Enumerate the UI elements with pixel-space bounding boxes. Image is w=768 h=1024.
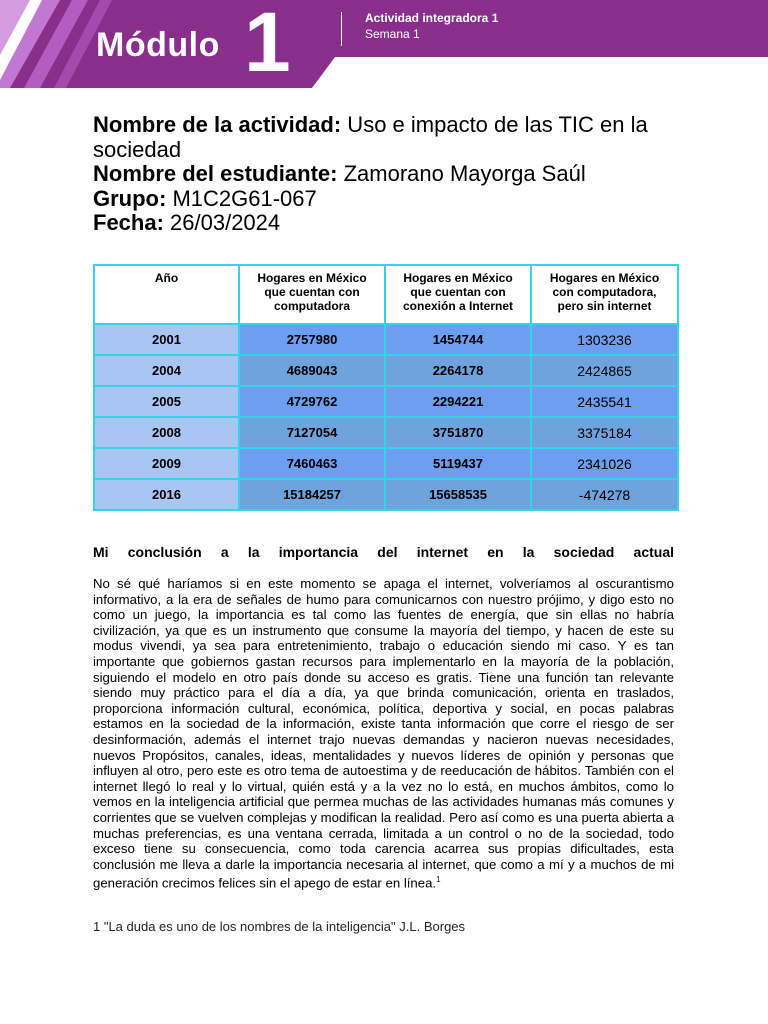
cell-year: 2005 xyxy=(94,386,239,417)
table-row xyxy=(94,479,678,510)
cell-computers: 7460463 xyxy=(239,448,385,479)
student-name-value: Zamorano Mayorga Saúl xyxy=(337,161,586,186)
cell-computers: 2757980 xyxy=(239,324,385,355)
cell-internet: 5119437 xyxy=(385,448,531,479)
cell-year: 2009 xyxy=(94,448,239,479)
header-year: Año xyxy=(94,265,239,324)
households-table xyxy=(93,264,679,511)
group-row xyxy=(93,187,693,212)
activity-name-value: Uso e impacto de las TIC en la sociedad xyxy=(93,112,648,162)
footnote-reference: 1 xyxy=(436,875,441,885)
cell-computers: 4729762 xyxy=(239,386,385,417)
cell-internet: 2264178 xyxy=(385,355,531,386)
student-name-row xyxy=(93,162,693,187)
conclusion-text: No sé qué haríamos si en este momento se apaga el internet, volveríamos al oscurantismo informativo, a la era de señales de humo para comunicarnos con nuestro prójimo, y digo esto no como un juego, la importancia es tal como las fuentes de energía, que sin ellas no habría civilización, ya que es un instrumento que consume la mayoría del tiempo, y hacen de este su modus vivendi, ya sea para entretenimiento, trabajo o educación siendo mi caso. Y es tan importante que gobiernos gastan recursos para implementarlo en la mayoría de la población, siguiendo el modelo en otro país donde su acceso es gratis. Tiene una función tan relevante siendo muy práctico para el día a día, ya que brinda comunicación, orienta en traslados, proporciona información cultural, económica, política, deportiva y social, en pocas palabras estamos en la sociedad de la información, existe tanta información que corre el riesgo de ser desinformación, además el internet trajo nuevas demandas y nacieron nuevas necesidades, nuevos Propósitos, canales, ideas, mentalidades y nuevos líderes de opinión y personas que influyen al otro, pero este es otro tema de autoestima y de reeducación de hábitos. También con el internet llegó lo real y lo virtual, quién está y a la vez no lo está, en muchos ámbitos, como lo vemos en la inteligencia artificial que permea muchas de las actividades humanas más comunes y corrientes que se vuelven complejas y modifican la realidad. Pero así como es una puerta abierta a muchas preferencias, es una ventana cerrada, limitada a un control o no de la sociedad, todo exceso tiene su consecuencia, como toda carencia acarrea sus propias dificultades, esta conclusión me lleva a darle la importancia necesaria al internet, que como a mí y a muchos de mi generación crecimos felices sin el apego de estar en línea. xyxy=(93,576,674,891)
date-value: 26/03/2024 xyxy=(163,210,281,235)
cell-year: 2001 xyxy=(94,324,239,355)
module-number: 1 xyxy=(244,0,291,89)
group-value: M1C2G61-067 xyxy=(166,185,317,211)
header-divider xyxy=(341,12,342,46)
date-row xyxy=(93,211,693,236)
cell-internet: 1454744 xyxy=(385,324,531,355)
cell-computers: 4689043 xyxy=(239,355,385,386)
cell-no-internet: 2424865 xyxy=(531,355,678,386)
header-computers: Hogares en México que cuentan con computadora xyxy=(239,265,385,324)
group-label: Grupo: xyxy=(93,185,167,211)
cell-no-internet: 3375184 xyxy=(531,417,678,448)
cell-no-internet: 2435541 xyxy=(531,386,678,417)
activity-title: Actividad integradora 1 xyxy=(365,11,499,25)
cell-computers: 7127054 xyxy=(239,417,385,448)
cell-internet: 15658535 xyxy=(385,479,531,510)
header-banner xyxy=(0,0,768,90)
cell-internet: 3751870 xyxy=(385,417,531,448)
table-header-row xyxy=(94,265,678,324)
activity-name-label: Nombre de la actividad: xyxy=(93,112,342,137)
week-label: Semana 1 xyxy=(365,27,420,41)
table-row xyxy=(94,324,678,355)
cell-no-internet: -474278 xyxy=(531,479,678,510)
table-row xyxy=(94,417,678,448)
activity-info xyxy=(93,113,693,236)
footnote: 1 "La duda es uno de los nombres de la inteligencia" J.L. Borges xyxy=(93,919,466,934)
cell-no-internet: 2341026 xyxy=(531,448,678,479)
date-label: Fecha: xyxy=(93,210,164,235)
table-row xyxy=(94,386,678,417)
student-name-label: Nombre del estudiante: xyxy=(93,161,338,186)
cell-year: 2004 xyxy=(94,355,239,386)
header-internet: Hogares en México que cuentan con conexión a Internet xyxy=(385,265,531,324)
conclusion-body xyxy=(93,576,674,891)
cell-year: 2016 xyxy=(94,479,239,510)
cell-no-internet: 1303236 xyxy=(531,324,678,355)
module-label: Módulo xyxy=(96,26,220,64)
table-row xyxy=(94,448,678,479)
table-row xyxy=(94,355,678,386)
header-computer-no-internet: Hogares en México con computadora, pero sin internet xyxy=(531,265,678,324)
activity-name-row xyxy=(93,113,693,162)
cell-computers: 15184257 xyxy=(239,479,385,510)
cell-year: 2008 xyxy=(94,417,239,448)
cell-internet: 2294221 xyxy=(385,386,531,417)
conclusion-title: Mi conclusión a la importancia del internet en la sociedad actual xyxy=(93,544,674,560)
